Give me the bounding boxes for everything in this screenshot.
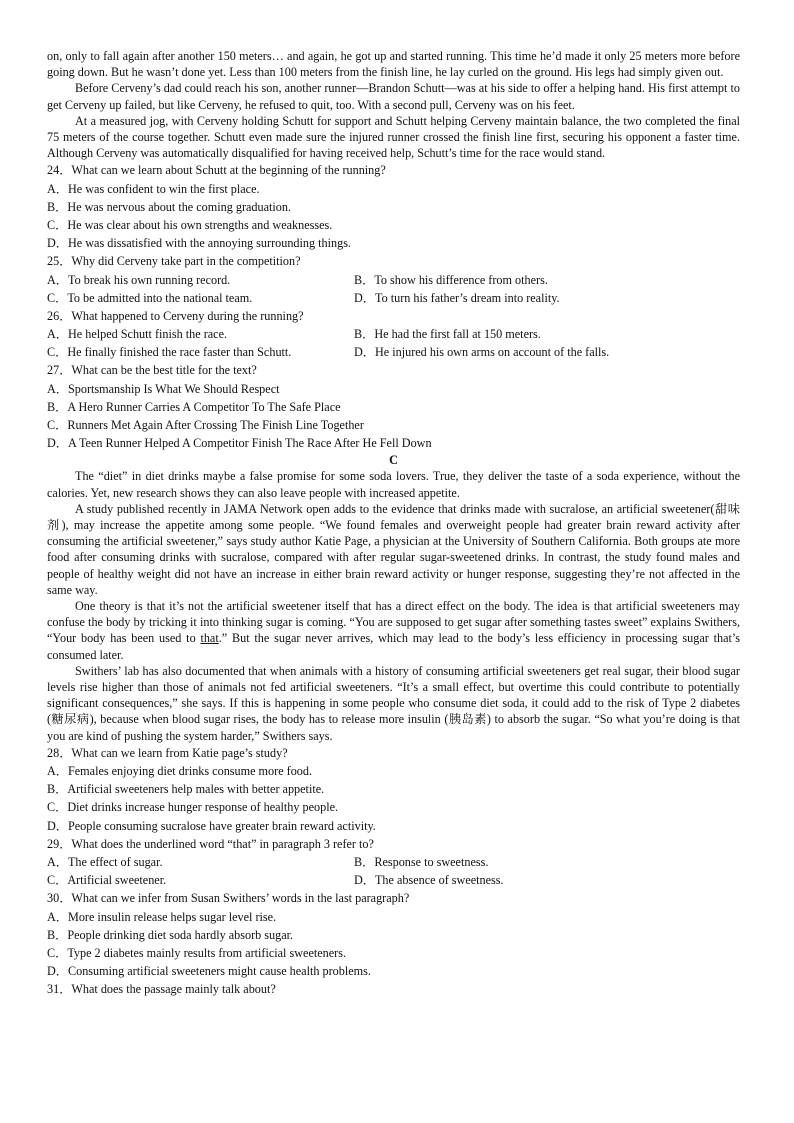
question-26 bbox=[47, 307, 740, 362]
passage-b-paragraph-2: Before Cerveny’s dad could reach his son, another runner—Brandon Schutt—was at his side to offer a helping hand. His first attempt to get Cerveny up failed, but like Cerveny, he refused to quit, too. With a second pull, Cerveny was on his feet. bbox=[47, 81, 740, 112]
question-31 bbox=[47, 980, 740, 998]
underlined-word-that: that bbox=[200, 631, 219, 646]
option-d: D．The absence of sweetness. bbox=[354, 873, 504, 888]
option-a: A．Sportsmanship Is What We Should Respect bbox=[47, 381, 280, 396]
option-c: C．To be admitted into the national team. bbox=[47, 290, 253, 305]
option-b: B．He was nervous about the coming graduation. bbox=[47, 199, 292, 214]
option-d: D．People consuming sucralose have greater brain reward activity. bbox=[47, 818, 376, 833]
option-c: C．Artificial sweetener. bbox=[47, 873, 167, 888]
option-b: B．Response to sweetness. bbox=[354, 855, 489, 869]
option-d: D．Consuming artificial sweeteners might cause health problems. bbox=[47, 964, 371, 979]
question-stem: 24．What can we learn about Schutt at the beginning of the running? bbox=[47, 163, 386, 178]
section-c-heading: C bbox=[389, 453, 398, 468]
question-stem: 26．What happened to Cerveny during the running? bbox=[47, 308, 304, 323]
question-stem: 31．What does the passage mainly talk about? bbox=[47, 982, 276, 997]
option-d: D．To turn his father’s dream into reality. bbox=[354, 290, 560, 305]
option-b: B．Artificial sweeteners help males with better appetite. bbox=[47, 782, 325, 797]
question-stem: 29．What does the underlined word “that” in paragraph 3 refer to? bbox=[47, 836, 374, 851]
passage-b-paragraph-1: on, only to fall again after another 150 meters… and again, he got up and started running. This time he’d made it only 25 meters more before going down. But he wasn’t done yet. Less than 100 meters from the finish line, he lay curled on the ground. His legs had simply given out. bbox=[47, 49, 740, 80]
option-b: B．A Hero Runner Carries A Competitor To The Safe Place bbox=[47, 399, 341, 414]
question-27 bbox=[47, 361, 740, 452]
option-c: C．Type 2 diabetes mainly results from artificial sweeteners. bbox=[47, 945, 347, 960]
option-a: A．The effect of sugar. bbox=[47, 855, 163, 869]
option-a: A．He was confident to win the first place. bbox=[47, 181, 260, 196]
question-30 bbox=[47, 889, 740, 980]
question-29 bbox=[47, 835, 740, 890]
passage-c-paragraph-4: Swithers’ lab has also documented that when animals with a history of consuming artificial sweeteners get real sugar, their blood sugar levels rise higher than those of animals not fed artificial sweeteners. “It’s a small effect, but overtime this could contribute to potentially significant consequences,” she says. If this is happening in some people who consume diet soda, it could add to the risk of Type 2 diabetes (糖尿病), because when blood sugar rises, the body has to release more insulin (胰岛素) to absorb the sugar. “So what you’re doing is that you are kind of pushing the system harder,” Swithers says. bbox=[47, 663, 740, 743]
option-b: B．To show his difference from others. bbox=[354, 272, 548, 287]
option-d: D．A Teen Runner Helped A Competitor Finish The Race After He Fell Down bbox=[47, 436, 432, 451]
passage-c-paragraph-1: The “diet” in diet drinks maybe a false promise for some soda lovers. True, they deliver the taste of a soda experience, without the calories. Yet, new research shows they can also leave people with increased appetite. bbox=[47, 469, 740, 500]
option-b: B．People drinking diet soda hardly absorb sugar. bbox=[47, 927, 294, 942]
question-25 bbox=[47, 252, 740, 307]
option-a: A．He helped Schutt finish the race. bbox=[47, 327, 228, 342]
question-28 bbox=[47, 744, 740, 835]
passage-c-paragraph-3: One theory is that it’s not the artificial sweetener itself that has a direct effect on the body. The idea is that artificial sweeteners may confuse the body by tricking it into thinking sugar is coming. “You are supposed to get sugar after something tastes sweet” explains Swithers, “Your body has been used to that.” But the sugar never arrives, which may lead to the body’s less efficiency in processing sugar that’s consumed later. bbox=[47, 599, 740, 662]
exam-page bbox=[47, 48, 740, 999]
option-c: C．He was clear about his own strengths and weaknesses. bbox=[47, 217, 333, 232]
option-d: D．He injured his own arms on account of the falls. bbox=[354, 345, 610, 360]
option-a: A．To break his own running record. bbox=[47, 272, 231, 287]
question-stem: 28．What can we learn from Katie page’s study? bbox=[47, 745, 288, 760]
question-stem: 30．What can we infer from Susan Swithers’ words in the last paragraph? bbox=[47, 891, 410, 906]
option-a: A．Females enjoying diet drinks consume more food. bbox=[47, 764, 313, 779]
option-c: C．He finally finished the race faster than Schutt. bbox=[47, 345, 292, 360]
option-d: D．He was dissatisfied with the annoying surrounding things. bbox=[47, 236, 351, 251]
option-c: C．Diet drinks increase hunger response of healthy people. bbox=[47, 800, 339, 815]
question-stem: 27．What can be the best title for the text? bbox=[47, 363, 257, 378]
question-stem: 25．Why did Cerveny take part in the competition? bbox=[47, 254, 301, 269]
option-b: B．He had the first fall at 150 meters. bbox=[354, 327, 541, 342]
option-c: C．Runners Met Again After Crossing The Finish Line Together bbox=[47, 418, 364, 433]
question-24 bbox=[47, 161, 740, 252]
passage-c-paragraph-2: A study published recently in JAMA Network open adds to the evidence that drinks made with sucralose, an artificial sweetener(甜味剂), may increase the appetite among some people. “We found females and overweight people had greater brain reward activity after consuming the artificial sweetener,” says study author Katie Page, a physician at the University of Southern California. Both groups ate more food after consuming drinks with sucralose, compared with after regular sugar-sweetened drinks. In contrast, the study found males and people of healthy weight did not have an increase in either brain reward activity or hunger response, suggesting they’re not affected in the same way. bbox=[47, 501, 740, 597]
passage-b-paragraph-3: At a measured jog, with Cerveny holding Schutt for support and Schutt helping Cerveny maintain balance, the two completed the final 75 meters of the course together. Schutt even made sure the injured runner crossed the finish line first, securing his opponent a faster time. Although Cerveny was automatically disqualified for having received help, Schutt’s time for the race would stand. bbox=[47, 113, 740, 161]
option-a: A．More insulin release helps sugar level rise. bbox=[47, 909, 277, 924]
